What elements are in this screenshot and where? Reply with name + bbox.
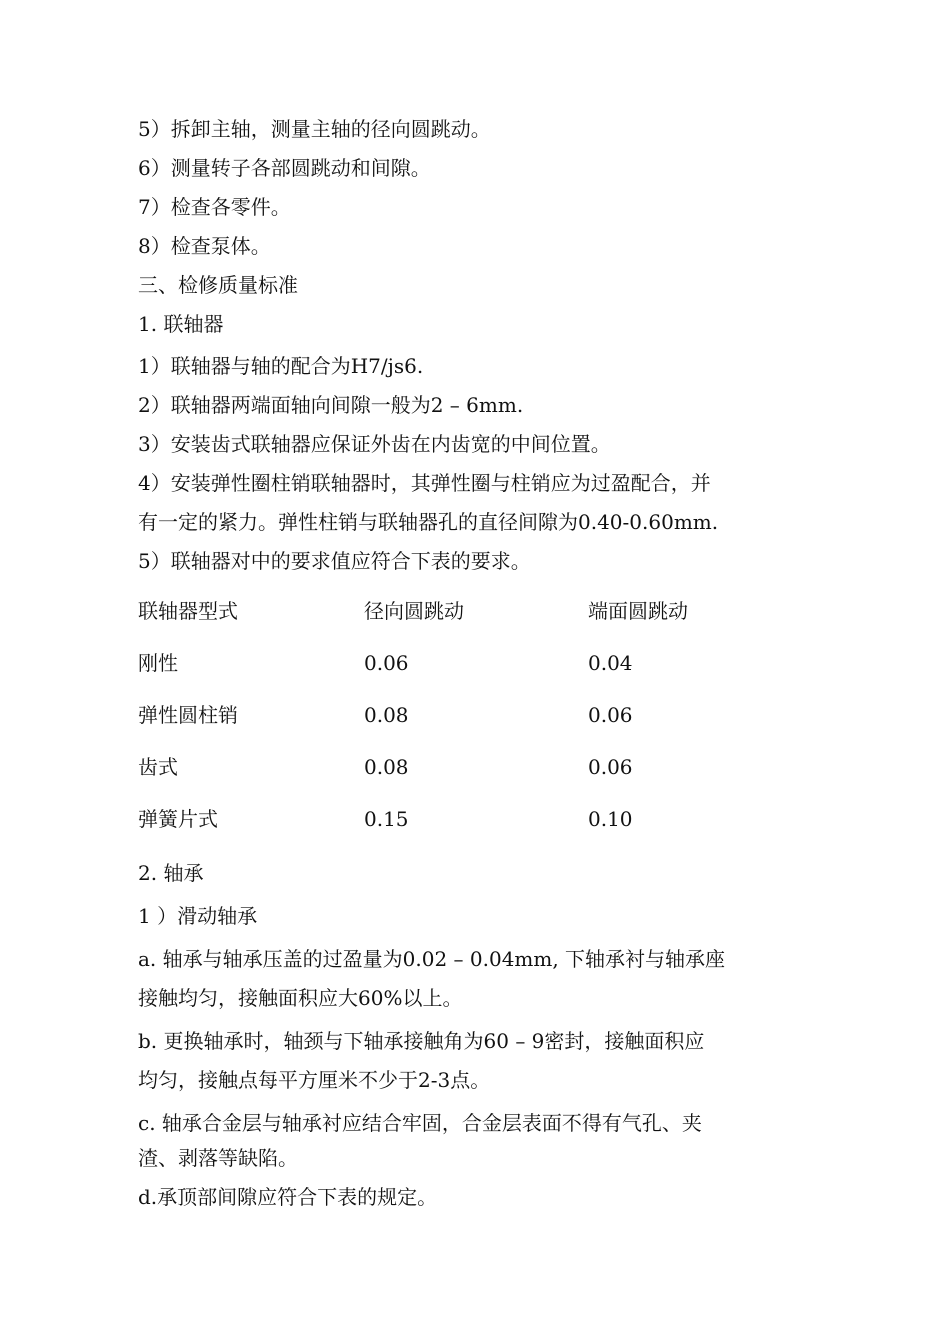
coupling-item-2: 2）联轴器两端面轴向间隙一般为2 – 6mm. <box>138 393 524 417</box>
table-row <box>138 754 838 806</box>
table-cell: 0.04 <box>588 651 633 675</box>
table-cell: 0.06 <box>588 703 633 727</box>
bearing-item-b-cont: 均匀，接触点每平方厘米不少于2-3点。 <box>138 1068 491 1092</box>
table-cell: 0.06 <box>364 651 409 675</box>
table-cell: 0.06 <box>588 755 633 779</box>
table-cell: 0.08 <box>364 703 409 727</box>
subsection-bearing: 2. 轴承 <box>138 861 204 885</box>
table-header: 联轴器型式 <box>138 599 238 623</box>
alignment-table <box>138 598 838 858</box>
step-6: 6）测量转子各部圆跳动和间隙。 <box>138 156 431 180</box>
coupling-item-3: 3）安装齿式联轴器应保证外齿在内齿宽的中间位置。 <box>138 432 611 456</box>
step-7: 7）检查各零件。 <box>138 195 291 219</box>
table-cell: 刚性 <box>138 651 178 675</box>
step-5: 5）拆卸主轴，测量主轴的径向圆跳动。 <box>138 117 491 141</box>
bearing-item-c-cont: 渣、剥落等缺陷。 <box>138 1146 298 1170</box>
table-row <box>138 650 838 702</box>
table-cell: 0.10 <box>588 807 633 831</box>
bearing-item-a-cont: 接触均匀，接触面积应大60%以上。 <box>138 986 463 1010</box>
bearing-item-d: d.承顶部间隙应符合下表的规定。 <box>138 1185 438 1209</box>
table-cell: 0.15 <box>364 807 409 831</box>
table-row <box>138 702 838 754</box>
bearing-item-b: b. 更换轴承时，轴颈与下轴承接触角为60 – 9密封，接触面积应 <box>138 1029 705 1053</box>
bearing-item-a: a. 轴承与轴承压盖的过盈量为0.02 – 0.04mm, 下轴承衬与轴承座 <box>138 947 726 971</box>
coupling-item-4-cont: 有一定的紧力。弹性柱销与联轴器孔的直径间隙为0.40-0.60mm. <box>138 510 719 534</box>
table-cell: 弹簧片式 <box>138 807 218 831</box>
bearing-item-c: c. 轴承合金层与轴承衬应结合牢固，合金层表面不得有气孔、夹 <box>138 1111 702 1135</box>
bearing-sliding-heading: 1 ）滑动轴承 <box>138 904 258 928</box>
coupling-item-1: 1）联轴器与轴的配合为H7/js6. <box>138 354 424 378</box>
table-header: 端面圆跳动 <box>588 599 688 623</box>
coupling-item-5: 5）联轴器对中的要求值应符合下表的要求。 <box>138 549 531 573</box>
table-header-row <box>138 598 838 650</box>
step-8: 8）检查泵体。 <box>138 234 271 258</box>
table-cell: 齿式 <box>138 755 178 779</box>
section-heading: 三、检修质量标准 <box>138 273 298 297</box>
table-cell: 0.08 <box>364 755 409 779</box>
table-row <box>138 806 838 858</box>
table-header: 径向圆跳动 <box>364 599 464 623</box>
coupling-item-4: 4）安装弹性圈柱销联轴器时，其弹性圈与柱销应为过盈配合，并 <box>138 471 711 495</box>
subsection-coupling: 1. 联轴器 <box>138 312 224 336</box>
table-cell: 弹性圆柱销 <box>138 703 238 727</box>
